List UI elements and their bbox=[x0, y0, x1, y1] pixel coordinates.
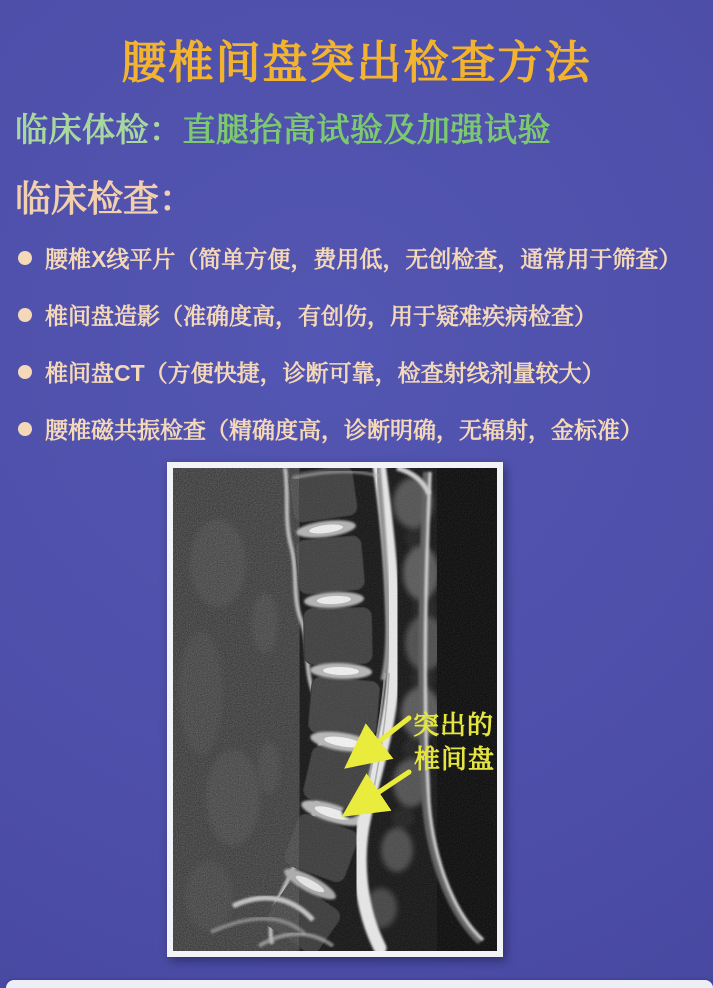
bullet-dot-icon bbox=[18, 251, 32, 265]
list-item bbox=[18, 229, 709, 286]
clinical-exam-line bbox=[15, 104, 551, 151]
clinical-exam-value: 直腿抬高试验及加强试验 bbox=[182, 111, 551, 148]
exam-method-text: 腰椎X线平片（简单方便，费用低，无创检查，通常用于筛查） bbox=[45, 246, 682, 272]
exam-method-text: 腰椎磁共振检查（精确度高，诊断明确，无辐射，金标准） bbox=[45, 417, 643, 443]
bullet-dot-icon bbox=[18, 308, 32, 322]
clinical-check-heading: 临床检查： bbox=[15, 178, 196, 219]
exam-method-text: 椎间盘CT（方便快捷，诊断可靠，检查射线剂量较大） bbox=[45, 360, 605, 386]
spine-mri-figure bbox=[167, 462, 503, 957]
annotation-label-line2: 椎间盘 bbox=[414, 744, 496, 774]
bullet-dot-icon bbox=[18, 422, 32, 436]
clinical-exam-label: 临床体检： bbox=[15, 111, 183, 148]
mri-image bbox=[173, 468, 497, 951]
list-item bbox=[18, 286, 709, 343]
annotation-label-line1: 突出的 bbox=[413, 710, 495, 740]
list-item bbox=[18, 343, 709, 400]
bullet-dot-icon bbox=[18, 365, 32, 379]
exam-method-text: 椎间盘造影（准确度高，有创伤，用于疑难疾病检查） bbox=[45, 303, 597, 329]
next-card-edge bbox=[6, 980, 713, 988]
exam-method-list bbox=[18, 229, 709, 457]
page-title: 腰椎间盘突出检查方法 bbox=[121, 37, 592, 88]
list-item bbox=[18, 400, 709, 457]
